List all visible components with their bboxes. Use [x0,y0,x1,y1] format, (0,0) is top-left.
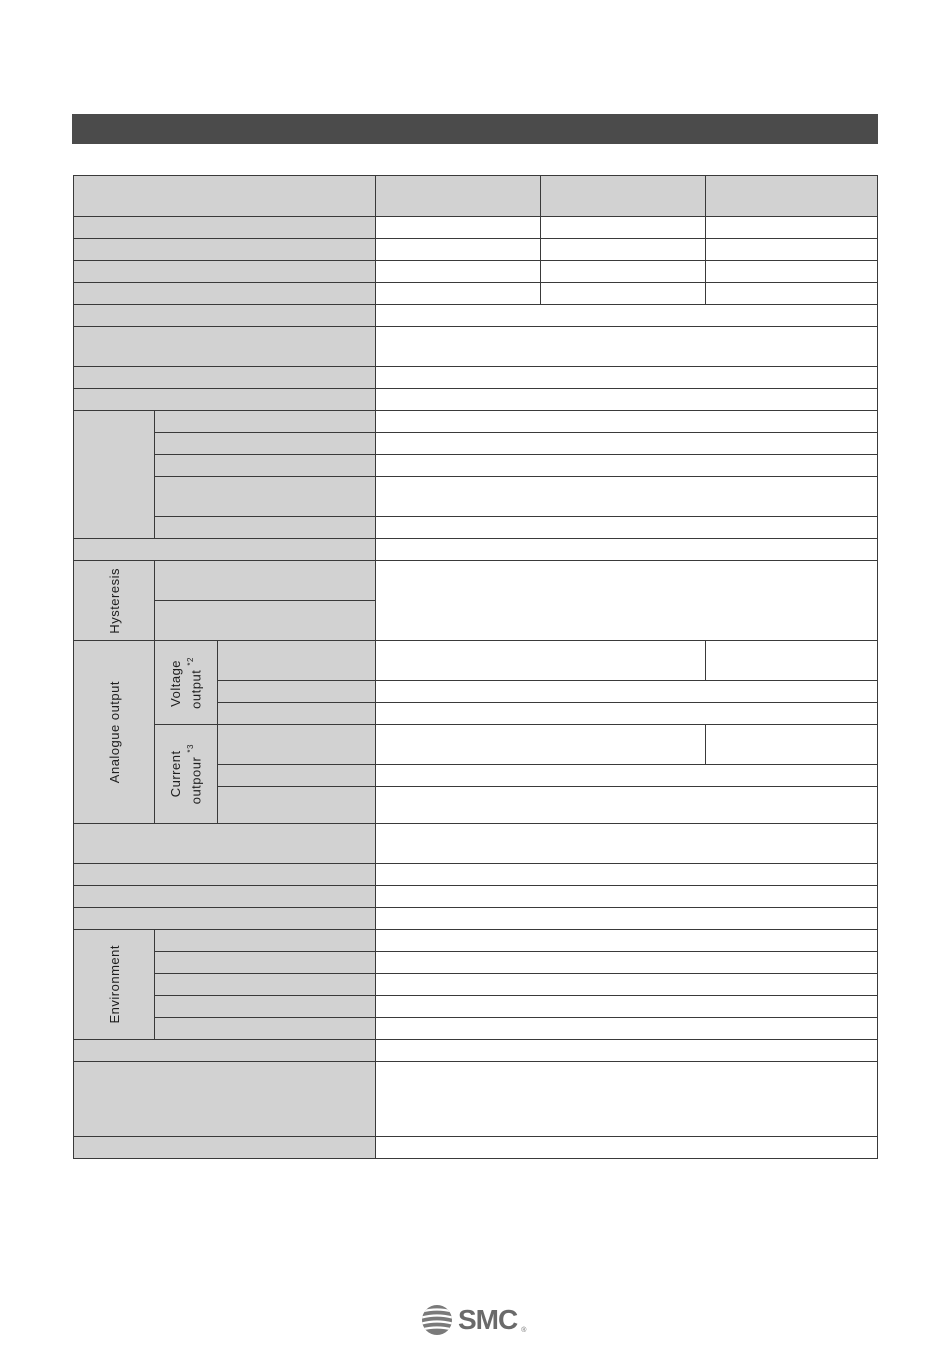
table-row [74,1018,878,1040]
hysteresis-group-cell [74,561,155,641]
section-header-bar [72,114,878,144]
table-row [74,1040,878,1062]
table-row [74,217,878,239]
table-row [74,539,878,561]
table-row [74,864,878,886]
table-row [74,239,878,261]
table-row [74,886,878,908]
voltage-output-group-cell [155,641,218,725]
table-row [74,433,878,455]
smc-logo-text: SMC [458,1304,518,1335]
table-row [74,283,878,305]
table-row [74,411,878,433]
registered-mark: ® [521,1327,527,1334]
table-row [74,455,878,477]
current-output-group-cell [155,725,218,824]
analogue-output-label: Analogue output [106,680,122,784]
analogue-output-group-cell [74,641,155,824]
hysteresis-label: Hysteresis [106,567,122,634]
smc-logo [420,1302,530,1338]
table-row [74,725,878,765]
table-row [74,908,878,930]
table-row [74,930,878,952]
table-row [74,327,878,367]
table-row [74,1062,878,1137]
environment-group-cell [74,930,155,1040]
specification-table [73,175,878,1159]
voltage-output-note: *2 [186,656,196,666]
table-row [74,477,878,517]
table-row [74,517,878,539]
table-row [74,824,878,864]
voltage-output-label: Voltage output $^{*2}$ [168,656,204,709]
smc-globe-icon [420,1303,454,1337]
current-output-note: *3 [186,743,196,753]
group-cell [74,411,155,539]
table-row [74,996,878,1018]
table-row [74,1137,878,1159]
table-row [74,367,878,389]
environment-label: Environment [106,945,122,1024]
table-row [74,305,878,327]
table-row [74,641,878,681]
table-header-row [74,176,878,217]
table-row [74,261,878,283]
table-row [74,952,878,974]
current-output-label: Current outpour $^{*3}$ [168,743,204,805]
table-row [74,561,878,601]
table-row [74,974,878,996]
table-row [74,389,878,411]
